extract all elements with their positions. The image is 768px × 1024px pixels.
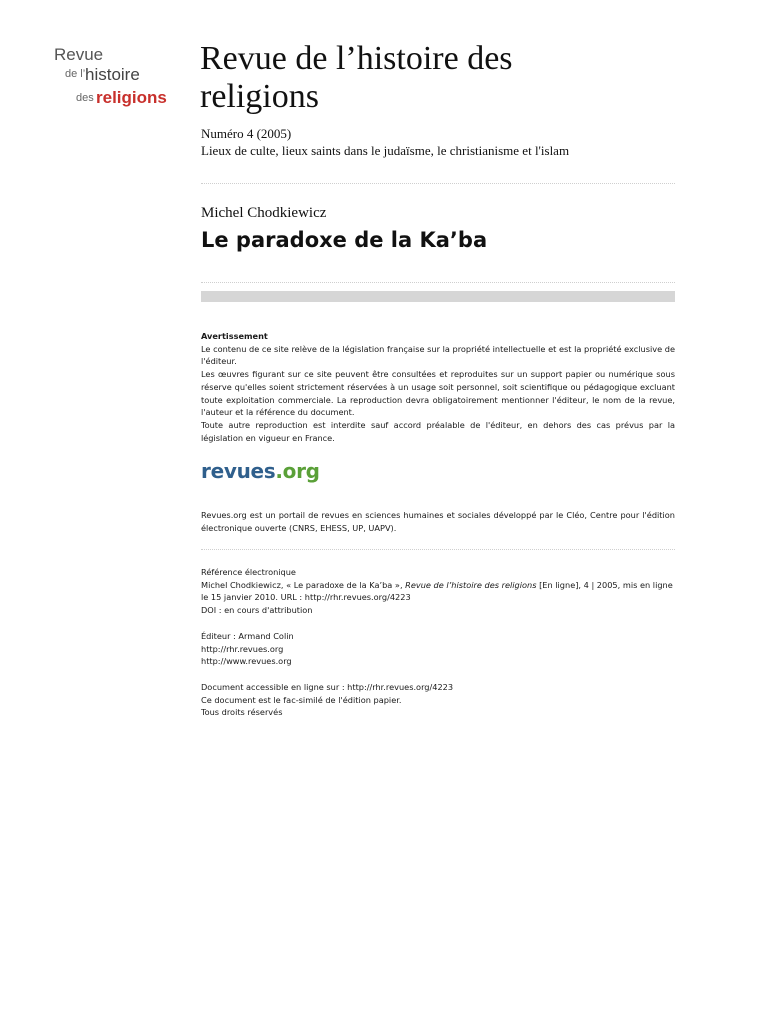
logo-line-des: des <box>76 92 94 104</box>
citation-suffix: [En ligne], 4 | 2005, mis en ligne <box>536 579 673 590</box>
divider-top <box>201 183 675 184</box>
facsimile-note: Ce document est le fac-similé de l'édition papier. <box>201 694 402 705</box>
electronic-reference <box>201 566 675 617</box>
notice-paragraph: Les œuvres figurant sur ce site peuvent être consultées et reproduites sur un support papier ou numérique sous réserve qu'elles soient strictement réservées à un usage soit personnel, soit scientifique ou pédagogique excluant toute exploitation commerciale. La reproduction devra obligatoirement mentionner l'éditeur, le nom de la revue, l'auteur et la référence du document. <box>201 369 675 418</box>
portal-description: Revues.org est un portail de revues en sciences humaines et sociales développé par le Cléo, Centre pour l'édition électronique ouverte (CNRS, EHESS, UP, UAPV). <box>201 510 675 533</box>
divider-article <box>201 282 675 283</box>
revues-logo-suffix: .org <box>275 459 320 483</box>
reference-label: Référence électronique <box>201 567 296 577</box>
revues-org-logo[interactable] <box>201 459 320 483</box>
revues-logo-main: revues <box>201 459 276 483</box>
article-author: Michel Chodkiewicz <box>201 205 327 221</box>
issue-number: Numéro 4 (2005) <box>201 126 292 141</box>
issue-theme: Lieux de culte, lieux saints dans le judaïsme, le christianisme et l'islam <box>201 143 570 158</box>
separator-bar <box>201 291 675 302</box>
access-url-line[interactable]: Document accessible en ligne sur : http://rhr.revues.org/4223 <box>201 682 454 692</box>
divider-reference <box>201 549 675 550</box>
notice-paragraph: Le contenu de ce site relève de la législation française sur la propriété intellectuelle et est la propriété exclusive de l'éditeur. <box>201 343 675 367</box>
notice-heading: Avertissement <box>201 331 268 341</box>
publisher-link-rhr[interactable]: http://rhr.revues.org <box>201 643 284 654</box>
logo-line-revue: Revue <box>54 45 104 64</box>
access-info <box>201 681 675 719</box>
citation-journal: Revue de l’histoire des religions <box>405 579 537 590</box>
reference-citation <box>201 579 675 592</box>
publisher-link-revues[interactable]: http://www.revues.org <box>201 656 292 667</box>
rights-note: Tous droits réservés <box>201 707 283 718</box>
logo-line-histoire: histoire <box>85 65 140 84</box>
journal-logo <box>52 44 182 114</box>
logo-line-religions: religions <box>96 88 167 107</box>
logo-line-de-l: de l’ <box>65 68 86 80</box>
legal-notice <box>201 330 675 444</box>
notice-paragraph: Toute autre reproduction est interdite sauf accord préalable de l'éditeur, en dehors des cas prévus par la législation en vigueur en France. <box>201 419 675 443</box>
reference-doi: DOI : en cours d'attribution <box>201 605 313 616</box>
journal-title: Revue de l’histoire des religions <box>200 40 513 115</box>
publisher-info <box>201 630 675 668</box>
publisher-name: Éditeur : Armand Colin <box>201 631 294 641</box>
reference-url-line[interactable]: le 15 janvier 2010. URL : http://rhr.revues.org/4223 <box>201 592 411 603</box>
citation-prefix: Michel Chodkiewicz, « Le paradoxe de la Ka’ba », <box>201 579 406 590</box>
article-title: Le paradoxe de la Ka’ba <box>201 228 488 252</box>
